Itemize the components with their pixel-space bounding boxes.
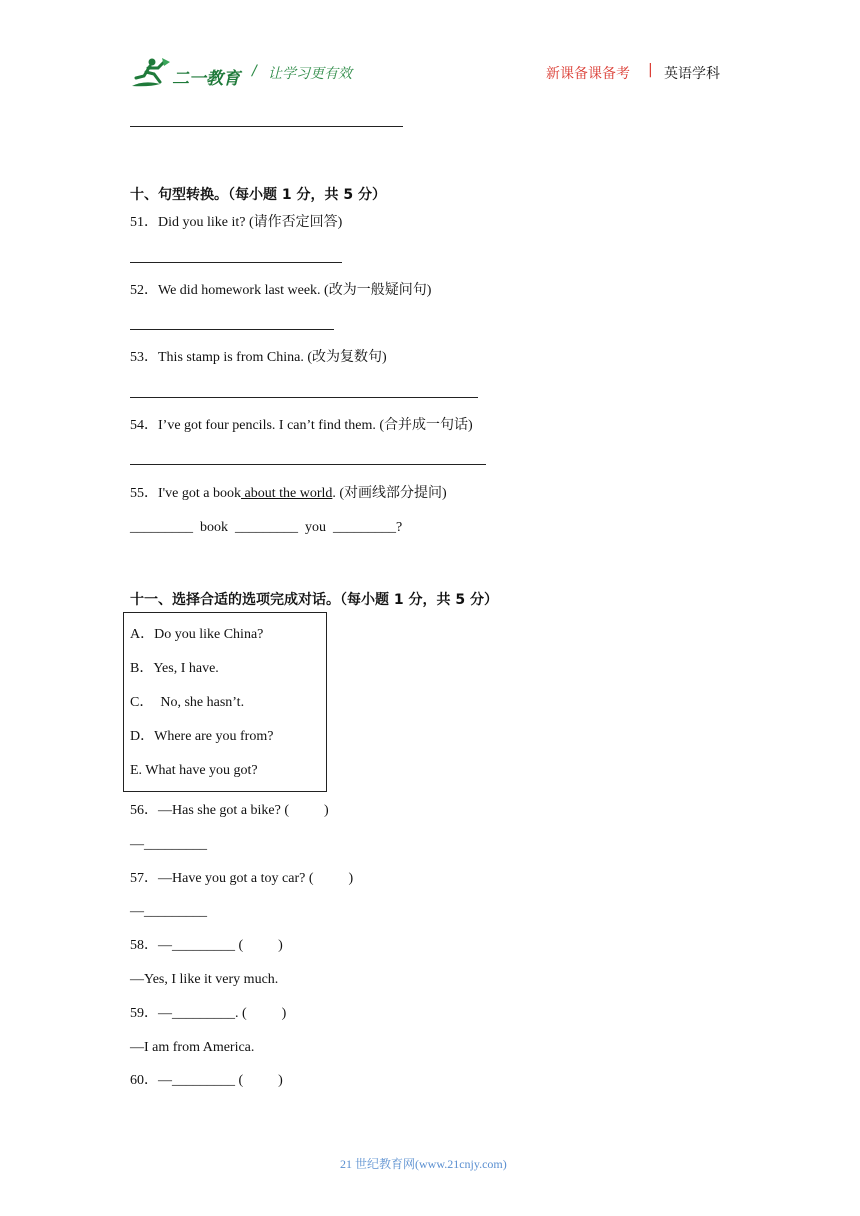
question-52: 52．We did homework last week. (改为一般疑问句) [130, 283, 432, 298]
header-slash: / [252, 63, 257, 79]
answer-line-51[interactable] [130, 262, 342, 263]
option-a: A．Do you like China? [130, 627, 264, 642]
answer-line-53[interactable] [130, 397, 478, 398]
header-right-red: 新课备课备考 [546, 66, 630, 82]
section-11-title: 十一、选择合适的选项完成对话。（每小题 1 分，共 5 分） [130, 592, 498, 608]
answer-line-prev [130, 126, 403, 127]
question-58-answer: —Yes, I like it very much. [130, 972, 279, 987]
header-right-black: 英语学科 [664, 66, 720, 82]
question-53: 53．This stamp is from China. (改为复数句) [130, 350, 387, 365]
logo-text: 二一教育 [172, 69, 240, 89]
question-58[interactable]: 58．—_________ ( ) [130, 938, 283, 953]
answer-line-54[interactable] [130, 464, 486, 465]
runner-logo-icon [130, 56, 174, 90]
question-59-answer: —I am from America. [130, 1040, 255, 1055]
question-57: 57．—Have you got a toy car? ( ) [130, 871, 354, 886]
option-b: B．Yes, I have. [130, 661, 219, 676]
header-slogan: 让学习更有效 [268, 66, 352, 82]
question-60[interactable]: 60．—_________ ( ) [130, 1073, 283, 1088]
answer-line-52[interactable] [130, 329, 334, 330]
question-55-prefix: 55．I've got a book [130, 486, 242, 501]
question-55 [130, 485, 447, 503]
header-separator: | [648, 62, 653, 78]
question-54: 54．I’ve got four pencils. I can’t find them. (合并成一句话) [130, 418, 473, 433]
footer-text: 21 世纪教育网(www.21cnjy.com) [340, 1157, 507, 1171]
question-56-answer[interactable]: —_________ [130, 837, 207, 852]
question-51: 51．Did you like it? (请作否定回答) [130, 215, 343, 230]
question-55-suffix: . (对画线部分提问) [332, 486, 447, 501]
section-10-title: 十、句型转换。（每小题 1 分，共 5 分） [130, 187, 386, 203]
option-e: E. What have you got? [130, 763, 258, 778]
header-logo [130, 56, 240, 90]
question-59[interactable]: 59．—_________. ( ) [130, 1006, 287, 1021]
question-56: 56．—Has she got a bike? ( ) [130, 803, 329, 818]
option-c: C． No, she hasn’t. [130, 695, 245, 710]
option-d: D．Where are you from? [130, 729, 274, 744]
question-55-underlined: about the world [241, 486, 333, 501]
question-57-answer[interactable]: —_________ [130, 904, 207, 919]
question-55-answer[interactable]: _________ book _________ you _________? [130, 520, 403, 535]
